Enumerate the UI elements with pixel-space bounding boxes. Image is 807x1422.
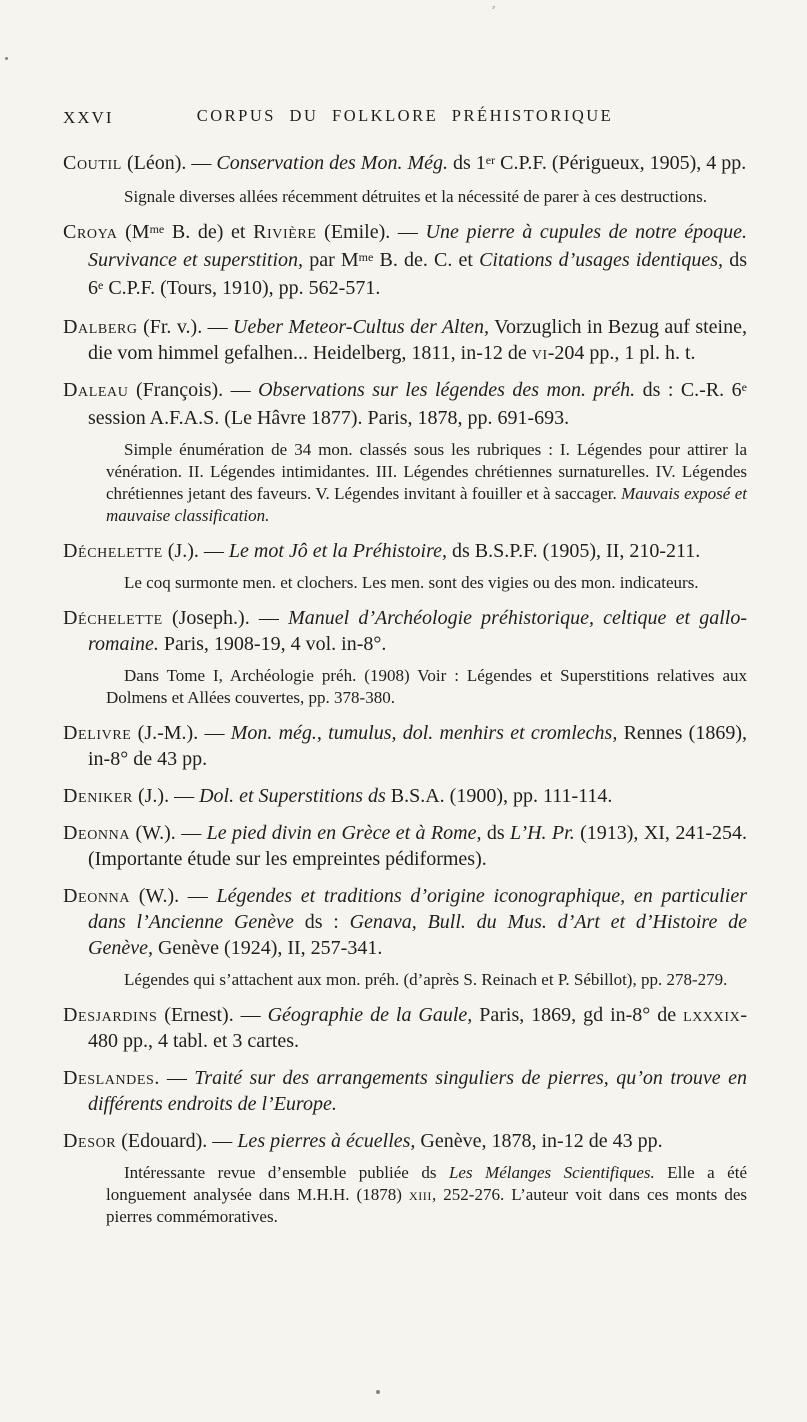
text-run: me [358,249,374,264]
text-run: Elle a été longuement analysée dans M.H.H. (1878) [106,1163,747,1204]
text-run: ds 1 [448,152,486,174]
small-caps-run: lxxxix [683,1004,741,1026]
bibliography-entry [63,1002,747,1054]
italic-run: Conservation des Mon. Még. [216,152,448,174]
page-header [63,106,747,130]
small-caps-run: Deonna [63,822,131,844]
italic-run: Le pied divin en Grèce et à Rome, [206,822,482,844]
text-run: Dans Tome I, Archéologie préh. (1908) Voir : Légendes et Superstitions relatives aux Dolmens et Allées couvertes, pp. 378-380. [106,666,747,707]
bibliography-entry [63,377,747,431]
text-run: ds : C.-R. 6 [635,379,742,401]
bibliography-entry [63,1128,747,1154]
text-run: (Fr. v.). — [137,316,234,338]
text-run: Vorzuglich in Bezug auf steine, die vom himmel gefalhen... Heidelberg, 1811, in-12 de [88,316,747,364]
small-caps-run: Deslandes [63,1067,155,1089]
small-caps-run: vi [531,342,548,364]
text-run: session A.F.A.S. (Le Hâvre 1877). Paris, 1878, pp. 691-693. [88,407,570,429]
bibliography-entry [63,150,747,178]
text-run: -204 pp., 1 pl. h. t. [547,342,696,364]
bibliography-entry [63,820,747,872]
small-caps-run: Desor [63,1130,117,1152]
italic-run: Genava, Bull. du Mus. d’Art et d’Histoire de Genève, [88,911,747,959]
bibliography-entry [63,720,747,772]
text-run: ds B.S.P.F. (1905), II, 210-211. [447,540,701,562]
text-block [63,106,747,1228]
small-caps-run: Coutil [63,152,122,174]
text-run: C.P.F. (Périgueux, 1905), 4 pp. [495,152,747,174]
text-run: Légendes qui s’attachent aux mon. préh. (d’après S. Reinach et P. Sébillot), pp. 278-279. [124,970,728,989]
text-run: (J.). — [162,540,229,562]
italic-run: Les Mélanges Scientifiques. [448,1163,655,1182]
entry-annotation [106,186,747,208]
text-run: Genève (1924), II, 257-341. [152,937,383,959]
small-caps-run: Croya [63,221,118,243]
text-run: B.S.A. (1900), pp. 111-114. [385,785,613,807]
text-run: (W.). — [130,885,217,907]
entry-annotation [106,665,747,709]
italic-run: Légendes et traditions d’origine iconographique, en particulier dans l’Ancienne Genève [88,885,747,933]
entry-annotation [106,439,747,527]
italic-run: Citations d’usages identiques, [479,249,724,271]
text-run: Paris, 1908-19, 4 vol. in-8°. [158,633,387,655]
italic-run: Traité sur des arrangements singuliers de pierres, qu’on trouve en différents endroits de l’Europe. [88,1067,748,1115]
text-run: ds [481,822,511,844]
text-run: Signale diverses allées récemment détruites et la nécessité de parer à ces destructions. [124,187,707,206]
small-caps-run: Deniker [63,785,133,807]
text-run: par M [303,249,359,271]
bibliography-entry [63,219,747,303]
text-run: (J.-M.). — [131,722,231,744]
page-number: XXVI [63,108,114,127]
small-caps-run: Desjardins [63,1004,158,1026]
italic-run: Les pierres à écuelles, [237,1130,416,1152]
italic-run: Une pierre à cupules de notre époque. Survivance et superstition, [88,221,748,271]
small-caps-run: Delivre [63,722,132,744]
italic-run: Mauvais exposé et mauvaise classification. [106,484,747,525]
text-run: e [98,277,104,292]
italic-run: Manuel d’Archéologie préhistorique, celtique et gallo-romaine. [88,607,747,655]
text-run: me [149,221,165,236]
text-run: ds 6 [88,249,747,299]
scan-artifact-bottom-dot [376,1390,380,1394]
italic-run: Mon. még., tumulus, dol. menhirs et cromlechs, [230,722,618,744]
bibliography-entry [63,605,747,657]
small-caps-run: Dalberg [63,316,138,338]
text-run: (Ernest). — [157,1004,268,1026]
text-run: Intéressante revue d’ensemble publiée ds [124,1163,449,1182]
scan-artifact-left-dot [5,57,8,60]
text-run: (J.). — [132,785,200,807]
text-run: ds : [293,911,350,933]
entry-annotation [106,969,747,991]
text-run: (1913), XI, 241-254. (Importante étude sur les empreintes pédiformes). [88,822,747,870]
text-run: er [485,152,496,167]
italic-run: Le mot Jô et la Préhistoire, [228,540,447,562]
text-run: Paris, 1869, gd in-8° de [472,1004,684,1026]
text-run: (M [117,221,150,243]
text-run: (Edouard). — [116,1130,238,1152]
text-run: (François). — [128,379,259,401]
text-run: Genève, 1878, in-12 de 43 pp. [415,1130,663,1152]
small-caps-run: Deonna [63,885,131,907]
text-run: (Emile). — [316,221,426,243]
italic-run: Ueber Meteor-Cultus der Alten, [233,316,490,338]
small-caps-run: Déchelette [63,607,163,629]
entry-annotation [106,572,747,594]
bibliography-entry [63,1065,747,1117]
bibliography-entry [63,783,747,809]
running-title: CORPUS DU FOLKLORE PRÉHISTORIQUE [196,106,614,125]
text-run: e [741,379,747,394]
text-run: Simple énumération de 34 mon. classés sous les rubriques : I. Légendes pour attirer la vénération. II. Légendes intimidantes. III. Légendes chrétiennes surnaturelles. IV. Légendes chrétiennes jetant des faveurs. V. Légendes invitant à fouiller et à saccager. [106,440,747,503]
text-run: , 252-276. L’auteur voit dans ces monts des pierres commémoratives. [106,1185,747,1226]
text-run: B. de. C. et [373,249,480,271]
text-run: C.P.F. (Tours, 1910), pp. 562-571. [103,277,381,299]
small-caps-run: Rivière [253,221,317,243]
small-caps-run: xiii [408,1185,432,1204]
text-run: (Léon). — [121,152,217,174]
small-caps-run: Daleau [63,379,129,401]
bibliography-entry [63,883,747,961]
entry-annotation [106,1162,747,1228]
text-run: B. de) et [164,221,254,243]
italic-run: Dol. et Superstitions ds [199,785,386,807]
italic-run: Observations sur les légendes des mon. préh. [258,379,636,401]
bibliography-entry [63,538,747,564]
text-run: Le coq surmonte men. et clochers. Les men. sont des vigies ou des mon. indicateurs. [124,573,699,592]
text-run: -480 pp., 4 tabl. et 3 cartes. [88,1004,747,1052]
bibliography-list [63,150,747,1228]
bibliography-entry [63,314,747,366]
text-run: (Joseph.). — [162,607,289,629]
text-run: Rennes (1869), in-8° de 43 pp. [88,722,747,770]
small-caps-run: Déchelette [63,540,163,562]
text-run: (W.). — [130,822,207,844]
scan-artifact-top: ⸗ [492,2,496,13]
italic-run: L’H. Pr. [510,822,575,844]
text-run: . — [154,1067,195,1089]
italic-run: Géographie de la Gaule, [267,1004,473,1026]
